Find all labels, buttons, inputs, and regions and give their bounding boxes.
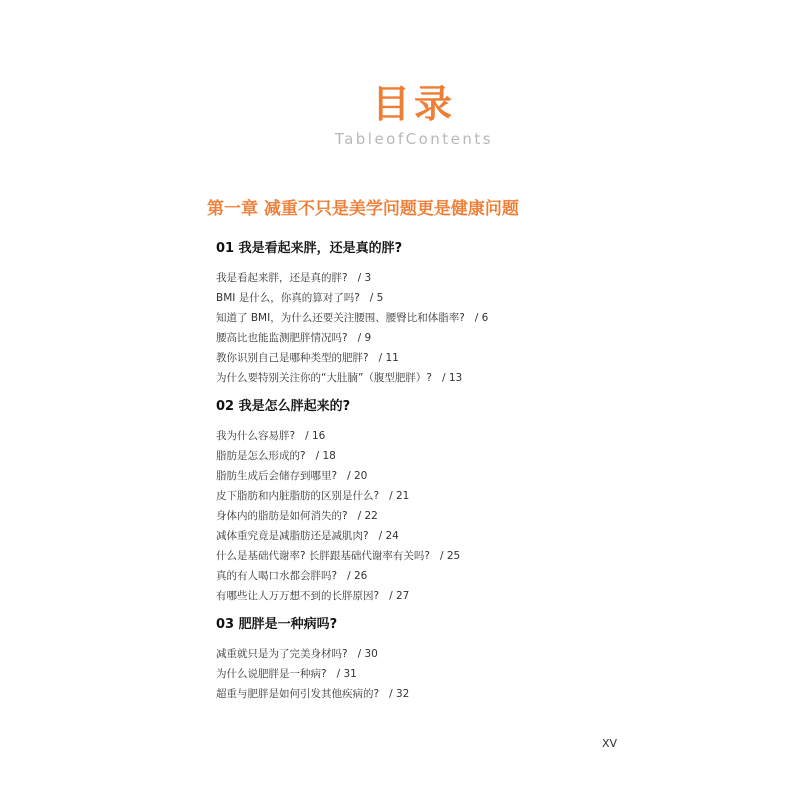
toc-entry[interactable]	[216, 546, 460, 566]
page-number: XV	[602, 737, 618, 750]
entry-page: / 5	[369, 292, 384, 304]
entry-text: 有哪些让人万万想不到的长胖原因?	[216, 590, 380, 602]
toc-entry[interactable]	[216, 268, 488, 288]
toc-entry[interactable]	[216, 486, 460, 506]
entry-text: 超重与肥胖是如何引发其他疾病的?	[216, 688, 380, 700]
entry-text: 我为什么容易胖?	[216, 430, 296, 442]
entry-page: / 31	[336, 668, 357, 680]
entry-text: 身体内的脂肪是如何消失的?	[216, 510, 348, 522]
entry-page: / 9	[357, 332, 372, 344]
section-title: 03 肥胖是一种病吗?	[216, 617, 338, 632]
entry-page: / 18	[315, 450, 336, 462]
entry-text: 皮下脂肪和内脏脂肪的区别是什么?	[216, 490, 380, 502]
toc-entry[interactable]	[216, 426, 460, 446]
toc-entry[interactable]	[216, 446, 460, 466]
section-title: 02 我是怎么胖起来的?	[216, 399, 351, 414]
toc-entry[interactable]	[216, 644, 409, 664]
toc-entry[interactable]	[216, 684, 409, 704]
entry-text: 为什么说肥胖是一种病?	[216, 668, 327, 680]
entry-page: / 3	[357, 272, 372, 284]
toc-entry[interactable]	[216, 288, 488, 308]
entry-page: / 32	[389, 688, 410, 700]
toc-title: 目录	[371, 82, 456, 126]
entry-page: / 11	[378, 352, 399, 364]
toc-entry[interactable]	[216, 368, 488, 388]
entry-text: 知道了 BMI，为什么还要关注腰围、腰臀比和体脂率?	[216, 312, 465, 324]
toc-entry[interactable]	[216, 308, 488, 328]
toc-entry[interactable]	[216, 586, 460, 606]
toc-entry[interactable]	[216, 566, 460, 586]
entry-page: / 25	[439, 550, 461, 562]
entry-page: / 27	[389, 590, 410, 602]
toc-entry[interactable]	[216, 328, 488, 348]
entry-text: 脂肪生成后会储存到哪里?	[216, 470, 338, 482]
toc-entry[interactable]	[216, 664, 409, 684]
entry-text: 腰高比也能监测肥胖情况吗?	[216, 332, 348, 344]
toc-section-03	[216, 616, 409, 704]
entry-text: 我是看起来胖，还是真的胖?	[216, 272, 348, 284]
entry-page: / 30	[357, 648, 378, 660]
toc-entry[interactable]	[216, 466, 460, 486]
toc-entry[interactable]	[216, 506, 460, 526]
entry-page: / 21	[389, 490, 410, 502]
section-title: 01 我是看起来胖，还是真的胖?	[216, 241, 403, 256]
entry-page: / 24	[378, 530, 399, 542]
toc-subtitle: TableofContents	[334, 130, 494, 148]
entry-text: 教你识别自己是哪种类型的肥胖?	[216, 352, 369, 364]
entry-text: 真的有人喝口水都会胖吗?	[216, 570, 338, 582]
toc-section-01	[216, 240, 488, 388]
entry-page: / 13	[441, 372, 463, 384]
entry-text: 减重就只是为了完美身材吗?	[216, 648, 348, 660]
entry-text: 脂肪是怎么形成的?	[216, 450, 306, 462]
toc-entry[interactable]	[216, 526, 460, 546]
toc-section-02	[216, 398, 460, 606]
entry-text: 减体重究竟是减脂肪还是减肌肉?	[216, 530, 369, 542]
entry-page: / 16	[305, 430, 326, 442]
entry-page: / 6	[474, 312, 489, 324]
entry-text: 为什么要特别关注你的“大肚腩”（腹型肥胖）?	[216, 372, 432, 384]
entry-page: / 22	[357, 510, 378, 522]
entry-page: / 26	[347, 570, 368, 582]
entry-page: / 20	[347, 470, 368, 482]
toc-entry[interactable]	[216, 348, 488, 368]
entry-text: BMI 是什么，你真的算对了吗?	[216, 292, 360, 304]
entry-text: 什么是基础代谢率? 长胖跟基础代谢率有关吗?	[216, 550, 430, 562]
chapter-title: 第一章 减重不只是美学问题更是健康问题	[207, 199, 519, 219]
